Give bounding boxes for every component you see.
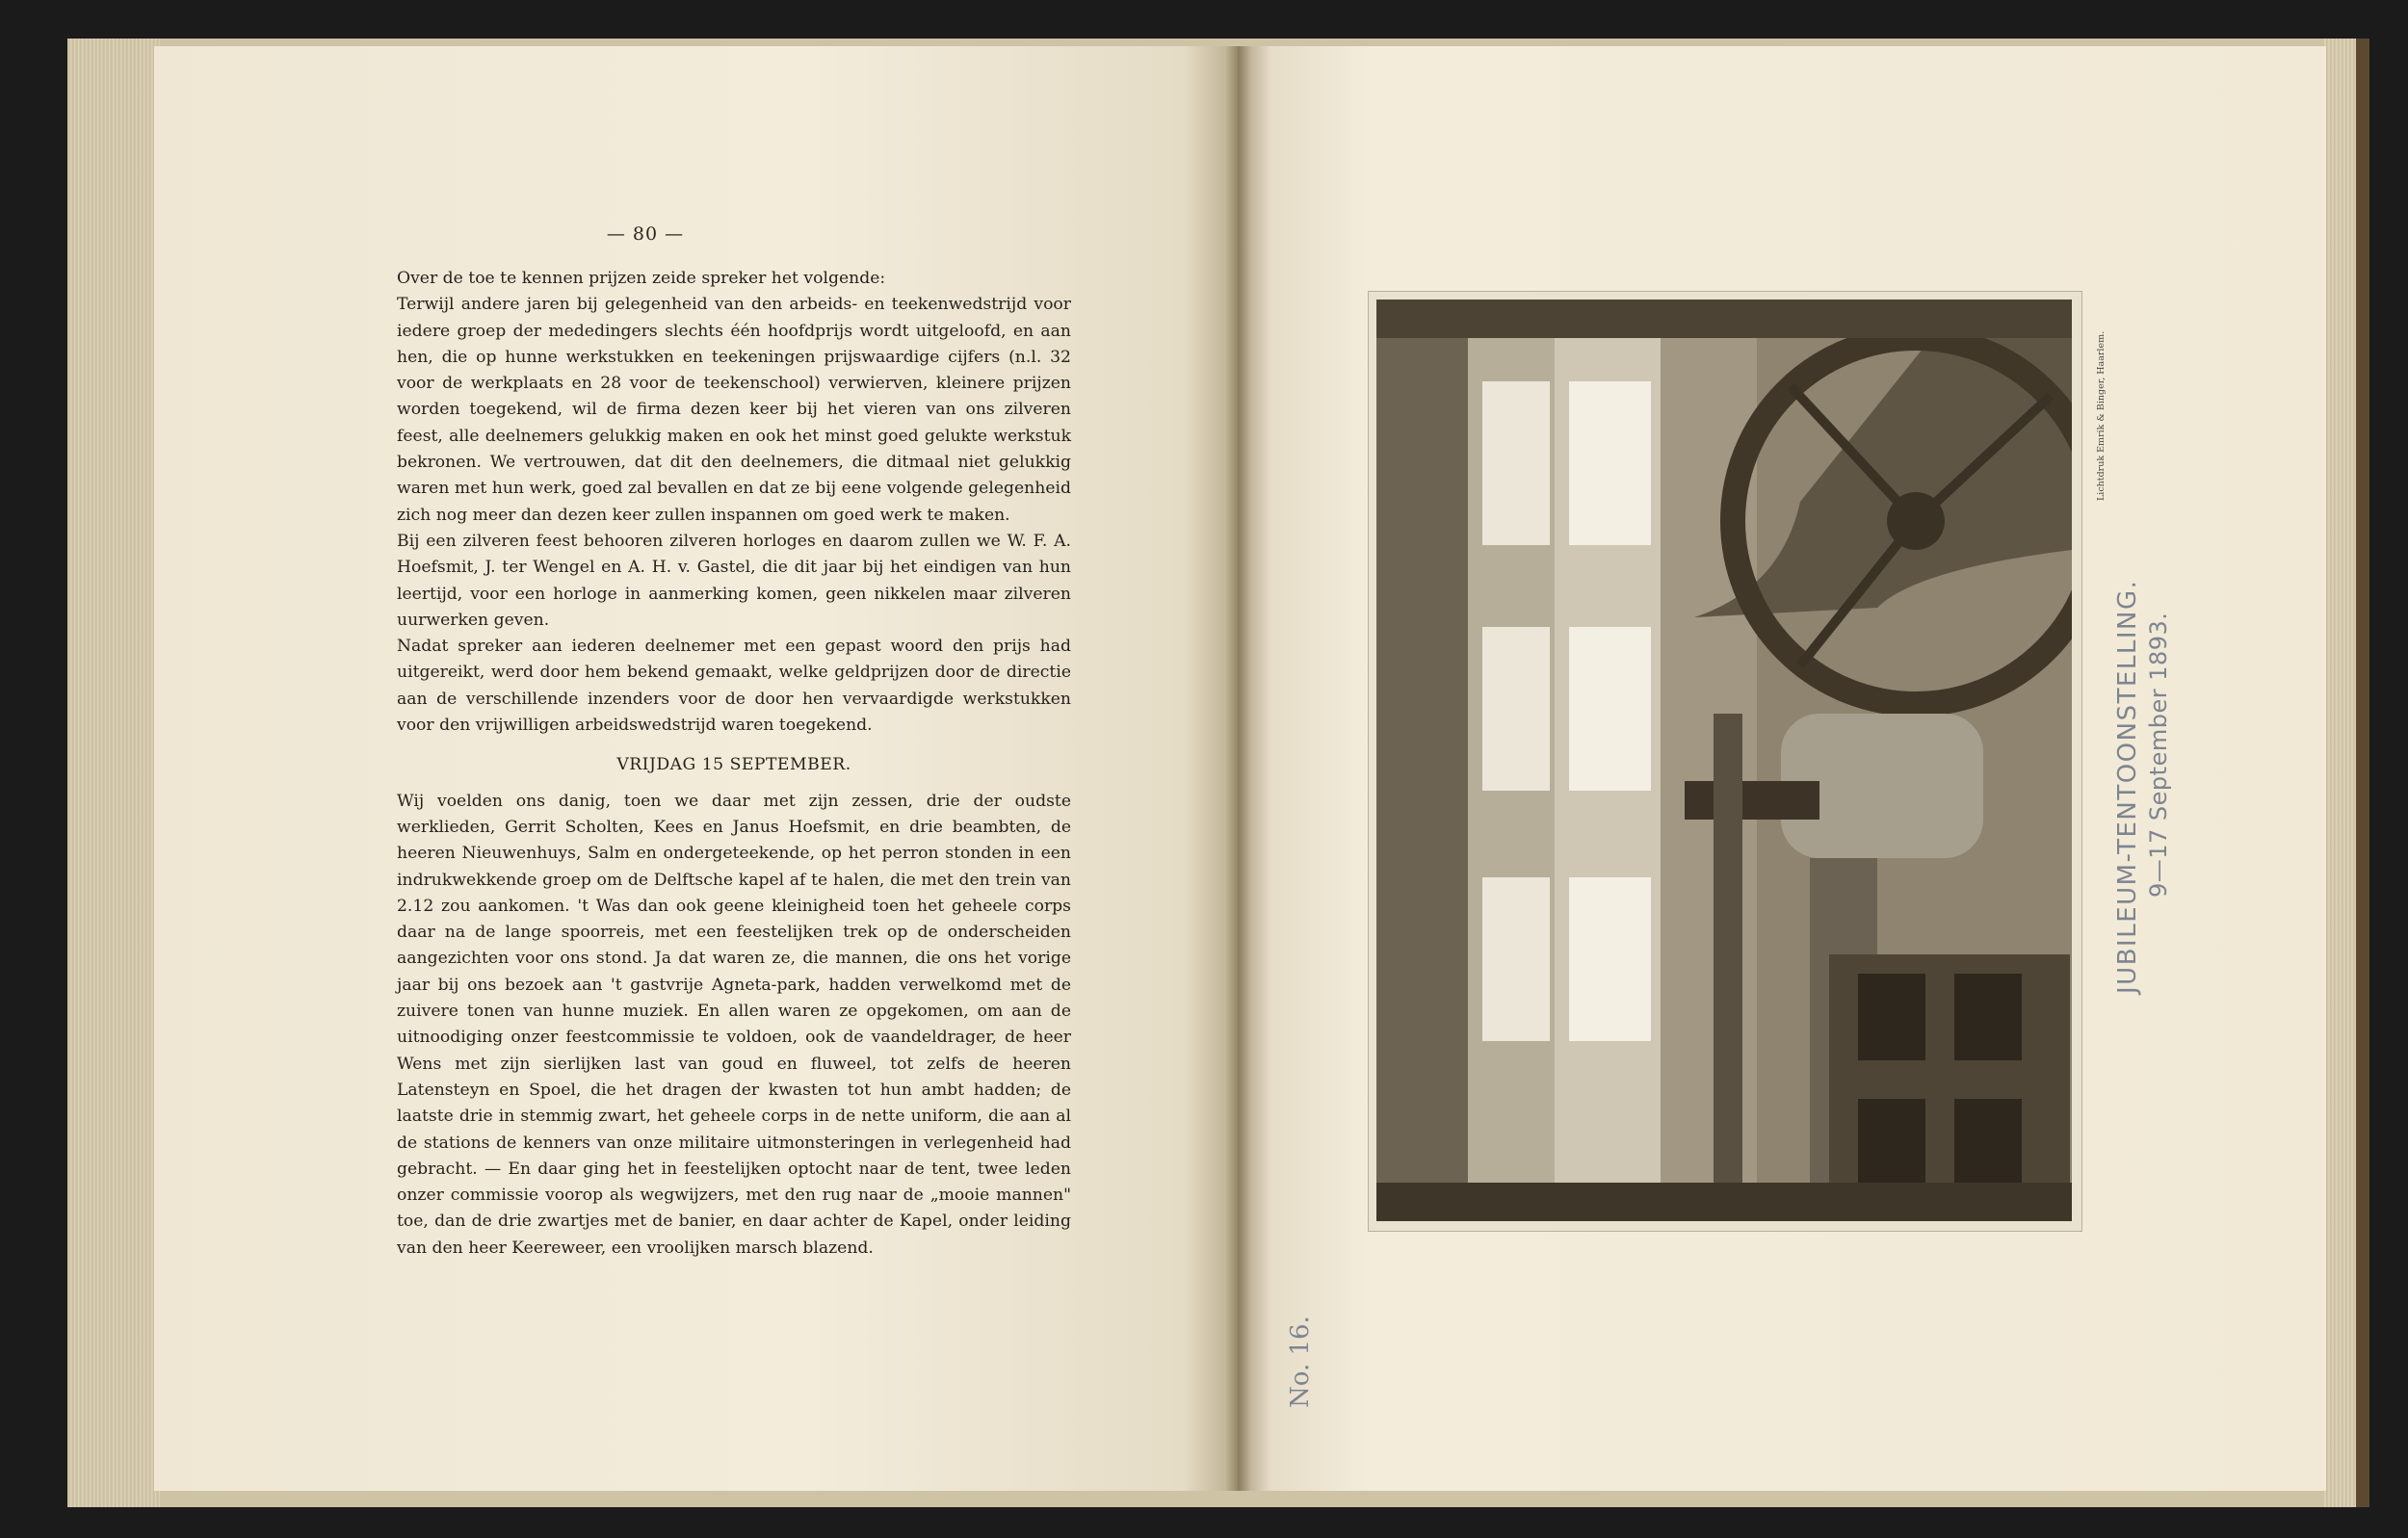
photograph-illustration: [1376, 300, 2072, 1221]
page-number: — 80 —: [606, 223, 685, 245]
paragraph: Terwijl andere jaren bij gelegenheid van den arbeids- en teekenwedstrijd voor iedere groep der mededingers slechts één hoofdprijs wordt uitgeloofd, en aan hen, die op hunne werkstukken en teekeningen prijswaardige cijfers (n.l. 32 voor de werkplaats en 28 voor de teekenschool) verwierven, kleinere prijzen worden toegekend, wil de firma dezen keer bij het vieren van ons zilveren feest, alle deelnemers gelukkig maken en ook het minst goed gelukte werkstuk bekronen. We vertrouwen, dat dit den deelnemers, die ditmaal niet gelukkig waren met hun werk, goed zal bevallen en dat ze bij eene volgende gelegenheid zich nog meer dan dezen keer zullen inspannen om goed werk te maken.: [397, 295, 1071, 525]
paragraph: Wij voelden ons danig, toen we daar met zijn zessen, drie der oudste werklieden, Gerrit Scholten, Kees en Janus Hoefsmit, en drie beambten, de heeren Nieuwenhuys, Salm en ondergeteekende, op het perron stonden in een indrukwekkende groep om de Delftsche kapel af te halen, die met den trein van 2.12 zou aankomen. 't Was dan ook geene kleinigheid toen het geheele corps daar na de lange spoorreis, met een feestelijken trek op de onderscheiden aangezichten voor ons stond. Ja dat waren ze, die mannen, die ons het vorige jaar bij ons bezoek aan 't gastvrije Agneta-park, hadden verwelkomd met de zuivere tonen van hunne muziek. En allen waren ze opgekomen, om aan de uitnoodiging onzer feestcommissie te voldoen, ook de vaandeldrager, de heer Wens met zijn sierlijken last van goud en fluweel, tot zelfs de heeren Latensteyn en Spoel, die het dragen der kwasten tot hun ambt hadden; de laatste drie in stemmig zwart, het geheele corps in de nette uniform, die aan al de stations de kenners van onze militaire uitmonsteringen in verlegenheid had gebracht. — En daar ging het in feestelijken optocht naar de tent, twee leden onzer commissie voorop als wegwijzers, met den rug naar de „mooie mannen" toe, dan de drie zwartjes met de banier, en daar achter de Kapel, onder leiding van den heer Keereweer, een vroolijken marsch blazend.: [397, 791, 1071, 1258]
plate-caption-dates: 9—17 September 1893.: [2145, 612, 2172, 898]
section-heading: VRIJDAG 15 SEPTEMBER.: [616, 755, 851, 775]
page-edges-left: [67, 39, 160, 1507]
paragraph: Over de toe te kennen prijzen zeide spreker het volgende:: [397, 269, 886, 288]
paragraph: Bij een zilveren feest behooren zilveren horloges en daarom zullen we W. F. A. Hoefsmit, J. ter Wengel en A. H. v. Gastel, die dit jaar bij het eindigen van hun leertijd, voor een horloge in aanmerking komen, geen nikkelen maar zilveren uurwerken geven.: [397, 531, 1071, 630]
plate-number: No. 16.: [1286, 1316, 1315, 1408]
book-gutter: [1225, 46, 1250, 1491]
left-page-text: [397, 266, 1071, 1262]
engine-room-photograph: [1376, 300, 2072, 1221]
cover-edge: [2356, 39, 2369, 1507]
printer-credit: Lichtdruk Emrik & Binger, Haarlem.: [2096, 330, 2107, 501]
paragraph: Nadat spreker aan iederen deelnemer met een gepast woord den prijs had uitgereikt, werd door hem bekend gemaakt, welke geldprijzen door de directie aan de verschillende inzenders voor de door hen vervaardigde werkstukken voor den vrijwilligen arbeidswedstrijd waren toegekend.: [397, 637, 1071, 736]
plate-caption-title: JUBILEUM-TENTOONSTELLING.: [2113, 579, 2142, 994]
